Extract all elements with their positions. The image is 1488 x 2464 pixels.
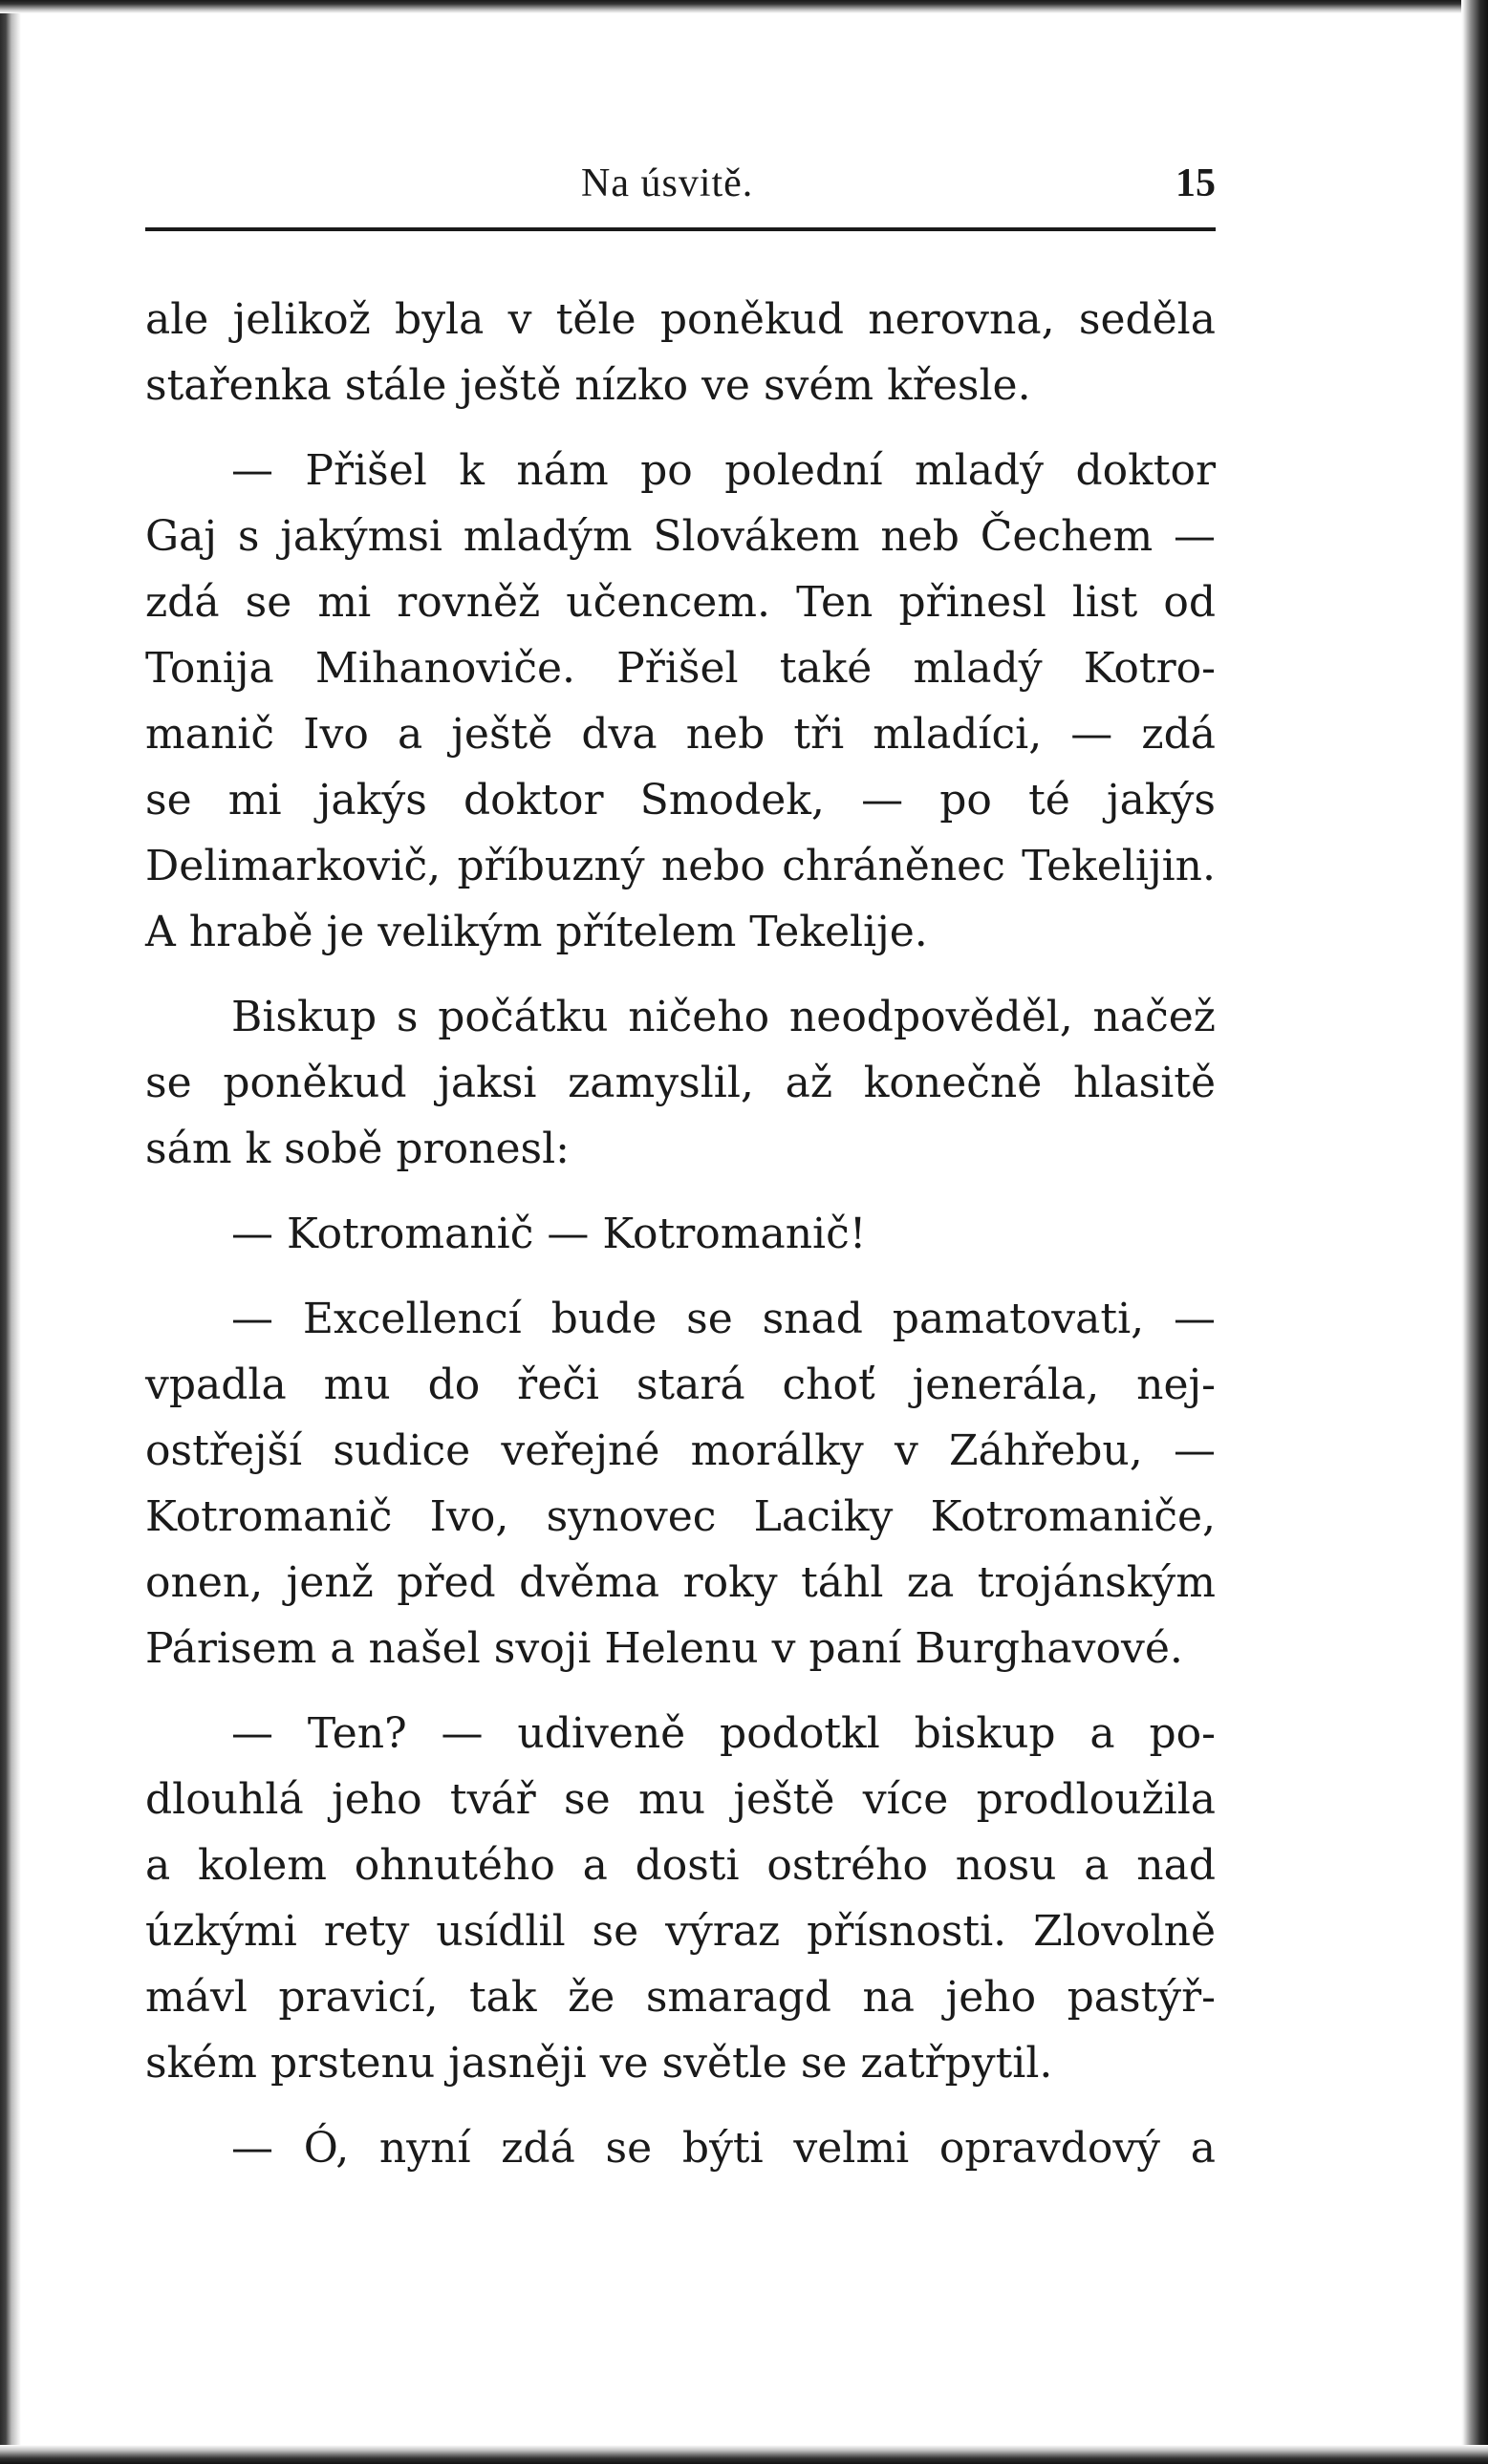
page-bottom-edge: [0, 2445, 1488, 2464]
text-line: dlouhlá jeho tvář se mu ještě více prodloužila: [145, 1775, 1216, 1824]
text-line: manič Ivo a ještě dva neb tři mladíci, — zdá: [145, 710, 1216, 759]
text-line: úzkými rety usídlil se výraz přísnosti. Zlovolně: [145, 1907, 1216, 1956]
text-line: Tonija Mihanoviče. Přišel také mladý Kotro-: [145, 644, 1216, 693]
text-line: se mi jakýs doktor Smodek, — po té jakýs: [145, 776, 1216, 825]
text-line: ale jelikož byla v těle poněkud nerovna, seděla: [145, 295, 1216, 344]
header-rule: [145, 227, 1216, 231]
text-line: ostřejší sudice veřejné morálky v Záhřebu, —: [145, 1426, 1216, 1475]
text-line: — Přišel k nám po polední mladý doktor: [231, 446, 1216, 495]
text-line: onen, jenž před dvěma roky táhl za trojánským: [145, 1558, 1216, 1607]
page-number: 15: [1175, 161, 1216, 205]
text-line: A hrabě je velikým přítelem Tekelije.: [145, 908, 928, 956]
page-spine-shadow: [0, 0, 21, 2464]
text-line: Kotromanič Ivo, synovec Laciky Kotromaniče,: [145, 1492, 1216, 1541]
text-line: — Excellencí bude se snad pamatovati, —: [231, 1295, 1216, 1343]
text-line: vpadla mu do řeči stará choť jenerála, nej-: [145, 1361, 1216, 1409]
running-header: [145, 151, 1216, 227]
text-line: mávl pravicí, tak že smaragd na jeho pastýř-: [145, 1973, 1216, 2022]
text-line: Biskup s počátku ničeho neodpověděl, načež: [231, 993, 1216, 1041]
text-line: sám k sobě pronesl:: [145, 1125, 570, 1173]
text-line: a kolem ohnutého a dosti ostrého nosu a nad: [145, 1841, 1216, 1890]
text-line: — Ten? — udiveně podotkl biskup a po-: [231, 1709, 1216, 1758]
text-line: ském prstenu jasněji ve světle se zatřpytil.: [145, 2039, 1053, 2088]
text-line: Párisem a našel svoji Helenu v paní Burghavové.: [145, 1624, 1183, 1673]
text-line: Gaj s jakýmsi mladým Slovákem neb Čechem —: [145, 512, 1216, 561]
page-right-edge: [1461, 0, 1488, 2464]
text-line: — Ó, nyní zdá se býti velmi opravdový a: [231, 2124, 1216, 2173]
body-text: [145, 287, 1216, 2181]
text-line: — Kotromanič — Kotromanič!: [231, 1210, 867, 1258]
running-title: Na úsvitě.: [581, 161, 754, 205]
text-line: se poněkud jaksi zamyslil, až konečně hlasitě: [145, 1059, 1216, 1107]
text-line: Delimarkovič, příbuzný nebo chráněnec Tekelijin.: [145, 842, 1216, 890]
text-line: stařenka stále ještě nízko ve svém křesle.: [145, 361, 1031, 410]
text-line: zdá se mi rovněž učencem. Ten přinesl list od: [145, 578, 1216, 627]
page-top-edge: [0, 0, 1488, 13]
